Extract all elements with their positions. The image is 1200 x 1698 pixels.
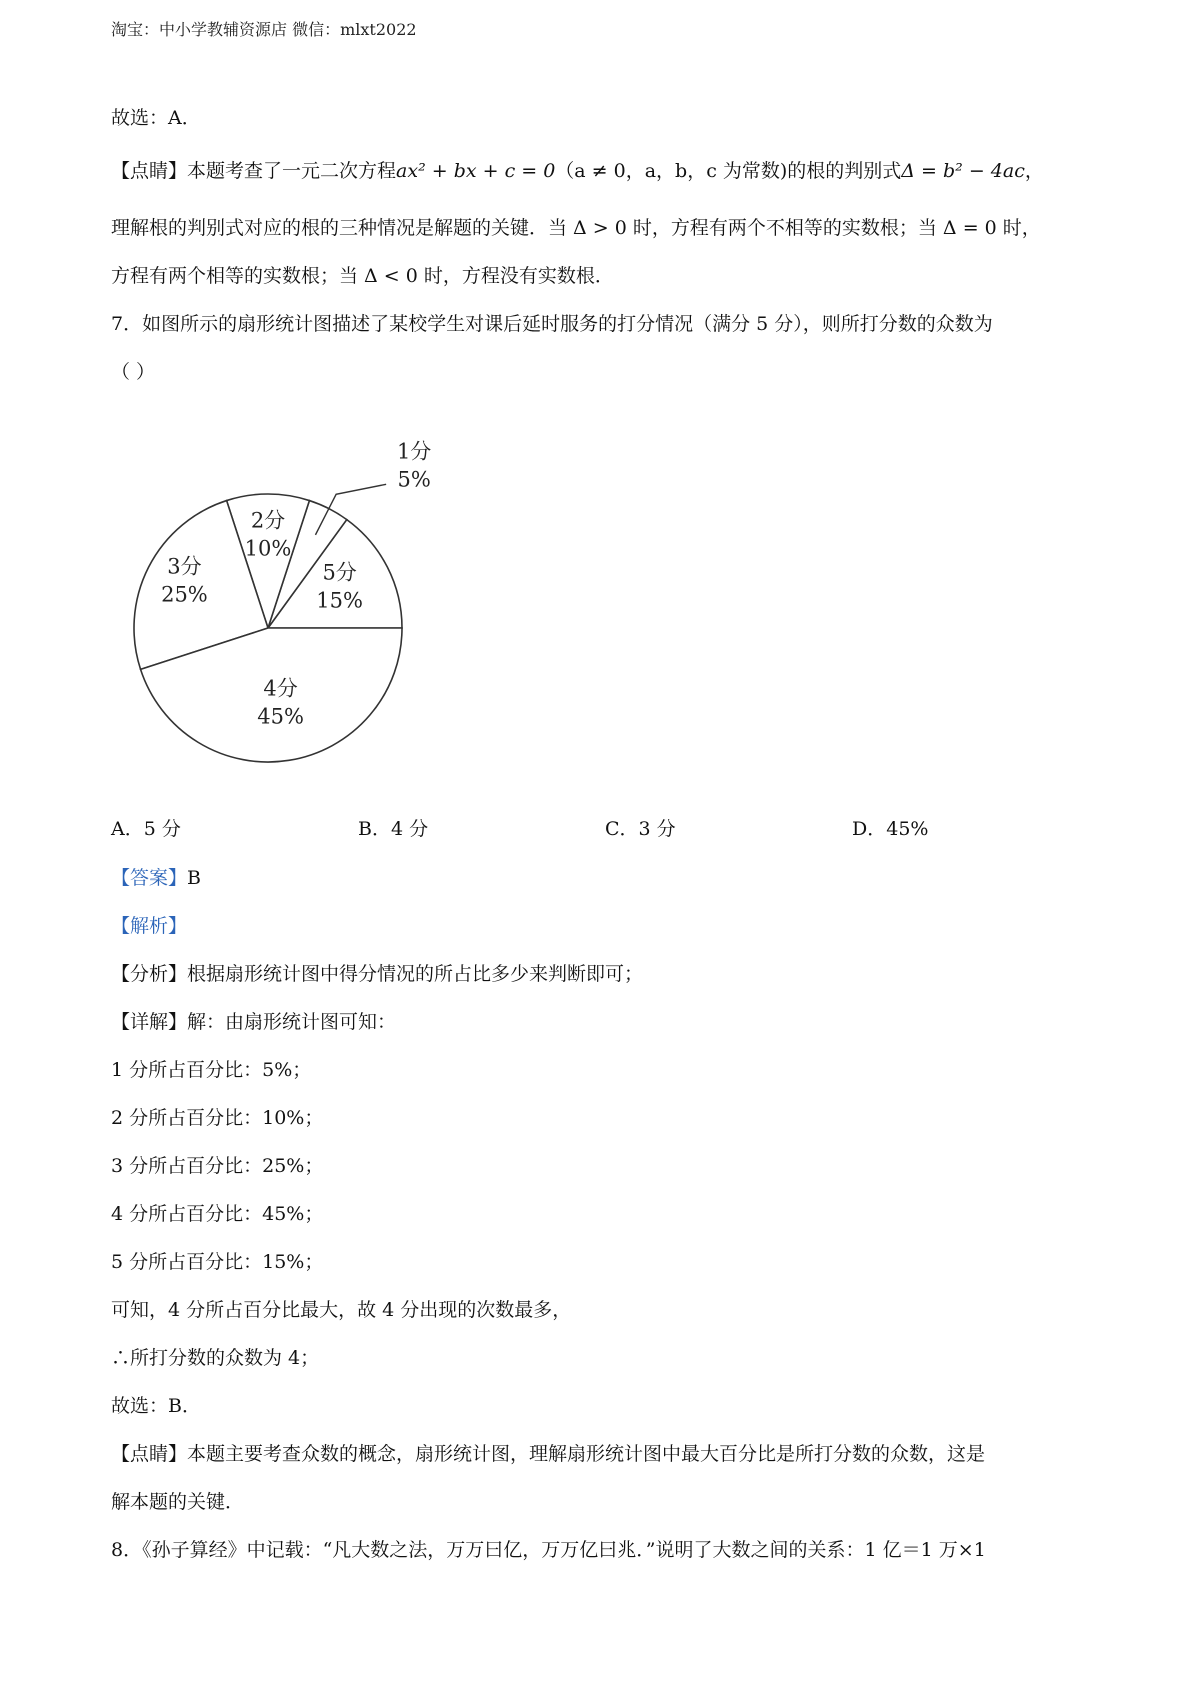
slice-name-label: 4分 (263, 676, 298, 701)
detail-line (111, 1008, 396, 1036)
detail-item: 5 分所占百分比：15%； (111, 1251, 324, 1273)
option-a: A．5 分 (111, 818, 181, 840)
watermark: 淘宝：中小学教辅资源店 微信：mlxt2022 (111, 20, 417, 39)
q7-note-line1 (111, 1440, 985, 1468)
answer-tag: 【答案】 (111, 867, 188, 889)
detail-choice: 故选：B． (111, 1395, 201, 1417)
slice-value-label: 45% (257, 704, 304, 729)
q8-stem-line1: 8．《孙子算经》中记载：“凡大数之法，万万曰亿，万万亿曰兆．”说明了大数之间的关系：1 亿＝1 万×1 (111, 1539, 986, 1561)
note-tag: 【点睛】 (111, 160, 188, 182)
detail-item: 3 分所占百分比：25%； (111, 1155, 324, 1177)
slice-value-label: 15% (316, 588, 363, 613)
q7-stem-line1: 7．如图所示的扇形统计图描述了某校学生对课后延时服务的打分情况（满分 5 分），则所打分数的众数为 (111, 313, 993, 335)
slice-value-label: 10% (244, 536, 292, 561)
slice-name-label: 5分 (322, 560, 357, 585)
slice-name-label: 3分 (167, 554, 202, 579)
note-text: （a ≠ 0，a，b，c 为常数)的根的判别式 (555, 160, 902, 182)
q6-note-line1 (111, 157, 1044, 185)
detail-item: 4 分所占百分比：45%； (111, 1203, 324, 1225)
fenxi-tag: 【分析】 (111, 963, 188, 985)
slice-value-label: 5% (397, 467, 431, 492)
fenxi-text: 根据扇形统计图中得分情况的所占比多少来判断即可； (187, 963, 644, 985)
equation: ax² + bx + c = 0 (396, 160, 556, 182)
analysis-tag: 【解析】 (111, 915, 188, 937)
detail-item: 1 分所占百分比：5%； (111, 1059, 312, 1081)
detail-conclusion: 可知，4 分所占百分比最大，故 4 分出现的次数最多， (111, 1299, 572, 1321)
q6-note-line3: 方程有两个相等的实数根；当 Δ < 0 时，方程没有实数根． (111, 265, 614, 287)
note-tag: 【点睛】 (111, 1443, 188, 1465)
note-text: 本题主要考查众数的概念，扇形统计图，理解扇形统计图中最大百分比是所打分数的众数，这是 (187, 1443, 986, 1465)
q6-choice: 故选：A． (111, 107, 201, 129)
detail-therefore: ∴所打分数的众数为 4； (111, 1347, 320, 1369)
discriminant: Δ = b² − 4ac (901, 160, 1025, 182)
answer-line (111, 864, 201, 892)
fenxi-line (111, 960, 643, 988)
pie-chart (120, 420, 432, 780)
q6-note-line2: 理解根的判别式对应的根的三种情况是解题的关键．当 Δ > 0 时，方程有两个不相等的实数根；当 Δ = 0 时， (111, 217, 1041, 239)
detail-item: 2 分所占百分比：10%； (111, 1107, 324, 1129)
option-c: C．3 分 (605, 818, 676, 840)
q7-stem-line2: （ ） (111, 361, 156, 383)
detail-text: 解：由扇形统计图可知： (187, 1011, 397, 1033)
slice-name-label: 2分 (250, 508, 286, 533)
note-text: 本题考查了一元二次方程 (187, 160, 397, 182)
option-b: B．4 分 (358, 818, 429, 840)
option-d: D．45% (852, 818, 929, 840)
note-text: ， (1024, 160, 1044, 182)
slice-value-label: 25% (161, 582, 208, 607)
q7-note-line2: 解本题的关键． (111, 1491, 245, 1513)
slice-name-label: 1分 (396, 439, 432, 464)
detail-tag: 【详解】 (111, 1011, 188, 1033)
answer-value: B (187, 867, 201, 889)
